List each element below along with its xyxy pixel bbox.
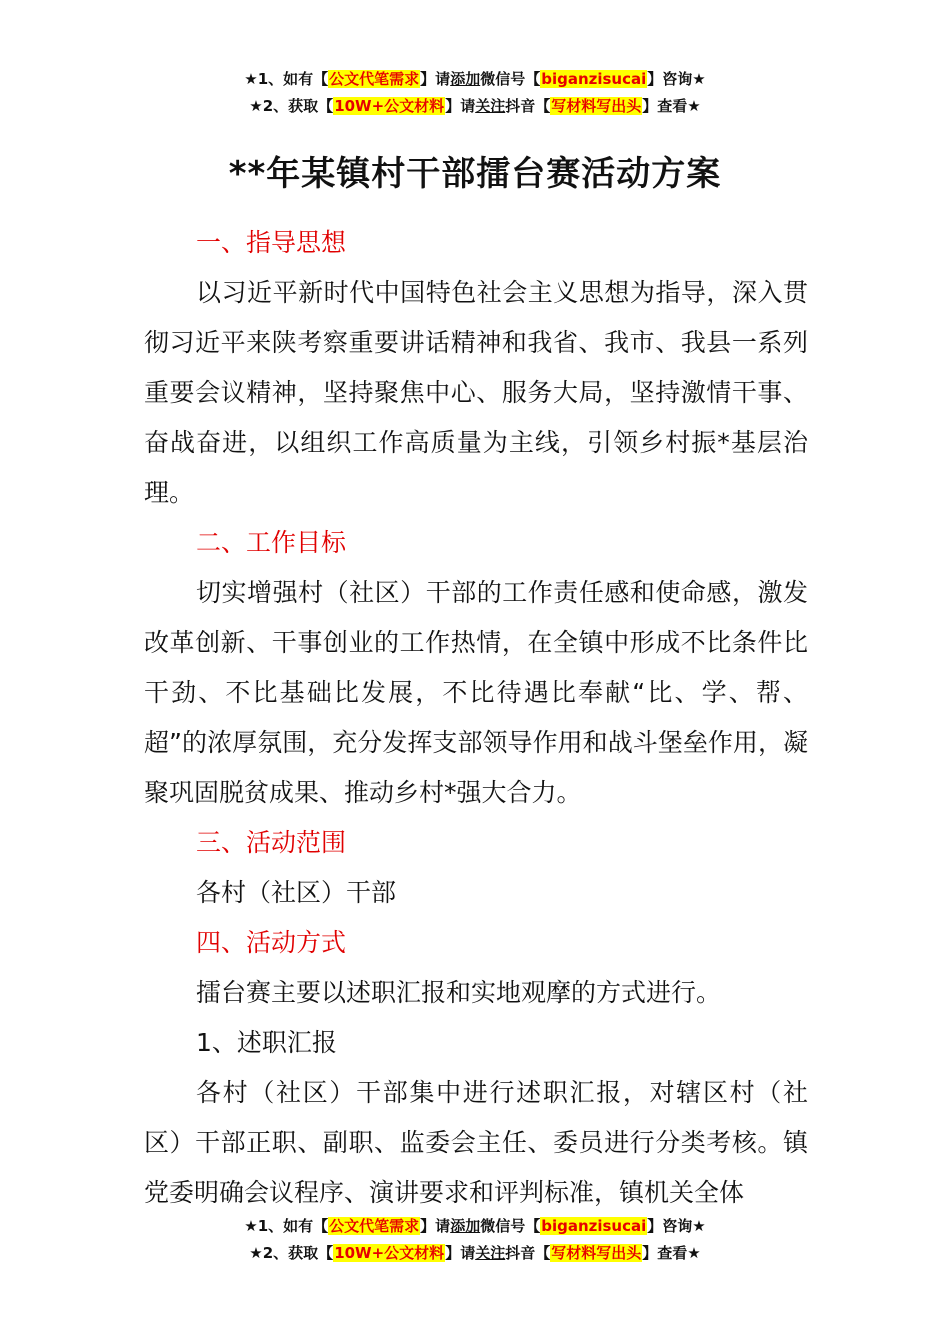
banner-text: ★2、获取【 — [249, 97, 334, 115]
banner-highlight: 10W+公文材料 — [334, 97, 445, 115]
banner-text: 微信号【 — [480, 1217, 541, 1235]
banner-text: 】请 — [445, 97, 476, 115]
banner-highlight: 公文代笔需求 — [329, 1217, 420, 1235]
document-title: **年某镇村干部擂台赛活动方案 — [228, 154, 722, 194]
banner-text: 】咨询★ — [647, 1217, 706, 1235]
banner-underline: 关注 — [475, 1244, 506, 1262]
banner-line-2 — [0, 1240, 950, 1267]
banner-underline: 添加 — [450, 1217, 481, 1235]
banner-line-2 — [0, 93, 950, 120]
banner-text: ★1、如有【 — [244, 70, 329, 88]
paragraph-activity-method: 擂台赛主要以述职汇报和实地观摩的方式进行。 — [196, 978, 722, 1007]
banner-underline: 关注 — [475, 97, 506, 115]
banner-text: 】请 — [420, 1217, 451, 1235]
footer-banner — [0, 1213, 950, 1267]
subheading-report: 1、述职汇报 — [196, 1028, 337, 1057]
banner-underline: 添加 — [450, 70, 481, 88]
header-banner — [0, 66, 950, 120]
paragraph-activity-scope: 各村（社区）干部 — [196, 878, 397, 907]
banner-line-1 — [0, 66, 950, 93]
paragraph-report: 各村（社区）干部集中进行述职汇报，对辖区村（社区）干部正职、副职、监委会主任、委员进行分类考核。镇党委明确会议程序、演讲要求和评判标准，镇机关全体 — [144, 1078, 808, 1207]
banner-text: 】查看★ — [642, 1244, 701, 1262]
banner-highlight: biganzisucai — [541, 1217, 647, 1235]
banner-highlight: 写材料写出头 — [551, 97, 642, 115]
banner-highlight: 写材料写出头 — [551, 1244, 642, 1262]
banner-text: 抖音【 — [505, 1244, 551, 1262]
banner-line-1 — [0, 1213, 950, 1240]
banner-highlight: 10W+公文材料 — [334, 1244, 445, 1262]
banner-text: 】查看★ — [642, 97, 701, 115]
banner-text: ★1、如有【 — [244, 1217, 329, 1235]
banner-text: 微信号【 — [480, 70, 541, 88]
banner-text: ★2、获取【 — [249, 1244, 334, 1262]
banner-text: 抖音【 — [505, 97, 551, 115]
banner-highlight: biganzisucai — [541, 70, 647, 88]
banner-text: 】请 — [420, 70, 451, 88]
section-heading-3: 三、活动范围 — [196, 828, 347, 857]
banner-highlight: 公文代笔需求 — [329, 70, 420, 88]
paragraph-guiding-thought: 以习近平新时代中国特色社会主义思想为指导，深入贯彻习近平来陕考察重要讲话精神和我省、我市、我县一系列重要会议精神，坚持聚焦中心、服务大局，坚持激情干事、奋战奋进，以组织工作高质量为主线，引领乡村振*基层治理。 — [144, 278, 808, 507]
paragraph-work-goals: 切实增强村（社区）干部的工作责任感和使命感，激发改革创新、干事创业的工作热情，在全镇中形成不比条件比干劲、不比基础比发展，不比待遇比奉献“比、学、帮、超”的浓厚氛围，充分发挥支部领导作用和战斗堡垒作用，凝聚巩固脱贫成果、推动乡村*强大合力。 — [144, 578, 808, 807]
section-heading-4: 四、活动方式 — [196, 928, 347, 957]
section-heading-1: 一、指导思想 — [196, 228, 347, 257]
banner-text: 】请 — [445, 1244, 476, 1262]
section-heading-2: 二、工作目标 — [196, 528, 347, 557]
document-body — [144, 218, 808, 1218]
banner-text: 】咨询★ — [647, 70, 706, 88]
